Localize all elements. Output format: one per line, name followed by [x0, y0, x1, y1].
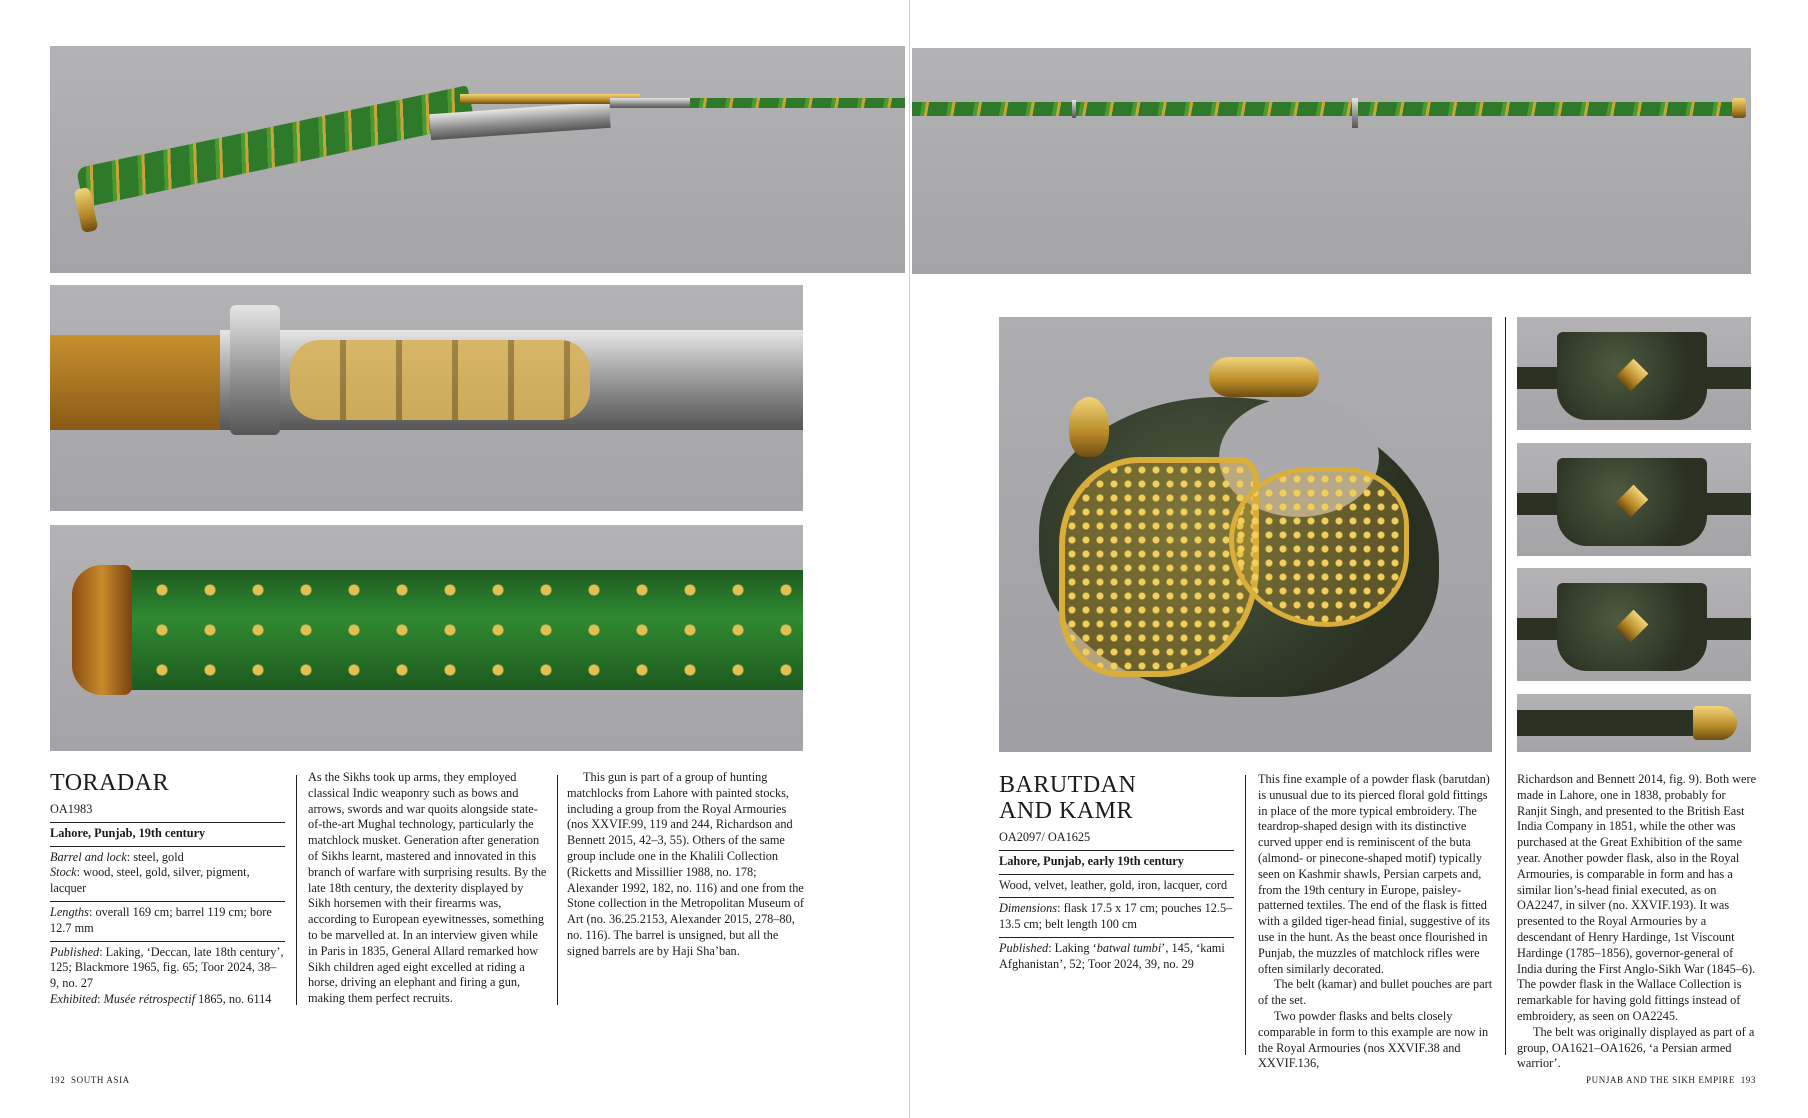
accession-number: OA2097/ OA1625 — [999, 830, 1091, 844]
barutdan-catalogue-entry — [999, 772, 1234, 973]
toradar-catalogue-entry — [50, 770, 285, 1008]
paragraph: The belt was originally displayed as part of a group, OA1621–OA1626, ‘a Persian armed warrior’. — [1517, 1024, 1755, 1071]
section-name: PUNJAB AND THE SIKH EMPIRE — [1586, 1075, 1735, 1085]
publications: Published: Laking, ‘Deccan, late 18th century’, 125; Blackmore 1965, fig. 65; Toor 2024, 38–9, no. 27 — [50, 944, 284, 991]
photo-toradar-stock-detail — [50, 525, 803, 751]
paragraph: This fine example of a powder flask (barutdan) is unusual due to its pierced floral gold fittings in place of the more typical embroidery. The teardrop-shaped design with its distinctive curved upper end is reminiscent of the buta (almond- or pinecone-shaped motif) typically seen on Kashmir shawls, Persian carpets and, from the 19th century in Europe, paisley-patterned textiles. The end of the flask is fitted with a gilded tiger-head finial, suggestive of its use in the hunt. As the beast once flourished in Punjab, the muzzles of matchlock rifles were often similarly decorated. — [1258, 772, 1490, 976]
paragraph: The belt (kamar) and bullet pouches are part of the set. — [1258, 977, 1493, 1008]
exhibitions: Exhibited: Musée rétrospectif 1865, no. 6114 — [50, 991, 272, 1006]
column-rule — [1505, 317, 1506, 1055]
column-rule — [296, 775, 297, 1005]
origin: Lahore, Punjab, 19th century — [50, 825, 206, 840]
photo-pouch-1 — [1517, 317, 1751, 430]
barutdan-text-column-1 — [1258, 772, 1494, 1072]
photo-pouch-3 — [1517, 568, 1751, 681]
column-rule — [557, 775, 558, 1005]
accession-number: OA1983 — [50, 802, 93, 816]
footer-left — [50, 1075, 130, 1085]
photo-powder-flask — [999, 317, 1492, 752]
origin: Lahore, Punjab, early 19th century — [999, 853, 1184, 868]
page-number: 193 — [1740, 1075, 1756, 1085]
paragraph: Richardson and Bennett 2014, fig. 9). Both were made in Lahore, one in 1838, probably for Ranjit Singh, and presented to the British East India Company in 1851, while the other was purchased at the Great Exhibition of the same year. Another powder flask, also in the Royal Armouries, is comparable in form and has a similar lion’s-head finial executed, as on OA2247, in silver (no. XXVIF.193). It was presented to the Royal Armouries by a descendant of Henry Hardinge, 1st Viscount Hardinge (1785–1856), governor-general of India during the First Anglo-Sikh War (1845–6). The powder flask in the Wallace Collection is remarkable for having gold fittings instead of embroidery, as seen on OA2245. — [1517, 772, 1757, 1023]
column-rule — [1245, 775, 1246, 1055]
entry-title: BARUTDAN AND KAMR — [999, 772, 1137, 824]
photo-toradar-full-left — [50, 46, 905, 273]
page-gutter — [909, 0, 910, 1118]
paragraph: As the Sikhs took up arms, they employed classical Indic weaponry such as bows and arrows, swords and war quoits alongside state-of-the-art Mughal technology, particularly the matchlock musket. Generation after generation of Sikhs learnt, mastered and innovated in this branch of warfare with surprising results. By the late 18th century, the dexterity displayed by Sikh horsemen with their firearms was, according to European eyewitnesses, something to be marvelled at. In an interview given while in Paris in 1835, General Allard remarked how Sikh children aged eight excelled at riding a horse, driving an elephant and firing a gun, making them perfect recruits. — [308, 770, 547, 1006]
toradar-text-column-1 — [308, 770, 548, 1007]
footer-right — [1586, 1075, 1756, 1085]
dimensions: Dimensions: flask 17.5 x 17 cm; pouches 12.5–13.5 cm; belt length 100 cm — [999, 901, 1233, 932]
materials: Wood, velvet, leather, gold, iron, lacquer, cord — [999, 877, 1228, 892]
materials-stock: Stock: wood, steel, gold, silver, pigment, lacquer — [50, 865, 250, 896]
barutdan-text-column-2 — [1517, 772, 1757, 1072]
page-number: 192 — [50, 1075, 66, 1085]
dimensions: Lengths: overall 169 cm; barrel 119 cm; bore 12.7 mm — [50, 904, 272, 935]
paragraph: This gun is part of a group of hunting matchlocks from Lahore with painted stocks, including a group from the Royal Armouries (nos XXVIF.99, 119 and 244, Richardson and Bennett 2015, 42–3, 55). Others of the same group include one in the Khalili Collection (Ricketts and Missillier 1988, no. 178; Alexander 1992, 182, no. 116) and one from the Stone collection in the Metropolitan Museum of Art (no. 36.25.2153, Alexander 2015, 278–80, no. 116). The barrel is unsigned, but all the signed barrels are by Haji Sha’ban. — [567, 770, 805, 958]
photo-pouch-2 — [1517, 443, 1751, 556]
photo-toradar-lock-detail — [50, 285, 803, 511]
photo-toradar-full-right — [912, 48, 1751, 274]
toradar-text-column-2 — [567, 770, 807, 960]
entry-title: TORADAR — [50, 770, 170, 796]
publications: Published: Laking ‘batwal tumbi’, 145, ‘kami Afghanistan’, 52; Toor 2024, 39, no. 29 — [999, 940, 1225, 971]
photo-belt — [1517, 694, 1751, 752]
paragraph: Two powder flasks and belts closely comparable in form to this example are now in the Royal Armouries (nos XXVIF.38 and XXVIF.136, — [1258, 1008, 1489, 1071]
materials-barrel: Barrel and lock: steel, gold — [50, 849, 184, 864]
section-name: SOUTH ASIA — [71, 1075, 130, 1085]
